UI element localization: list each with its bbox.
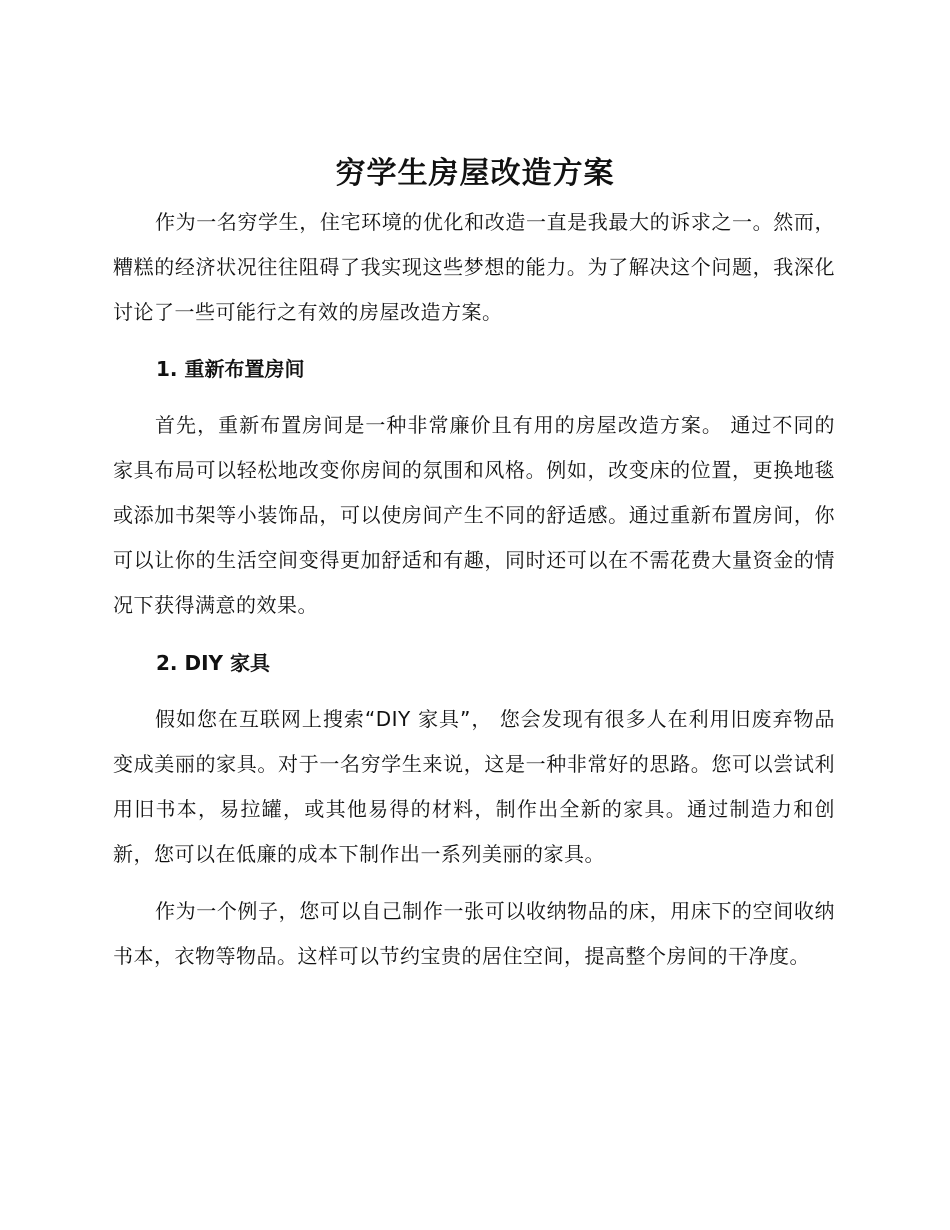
section-heading-diy-furniture: 2. DIY 家具	[156, 651, 270, 675]
section-paragraph-diy-furniture-2: 作为一个例子，您可以自己制作一张可以收纳物品的床，用床下的空间收纳书本，衣物等物品。这样可以节约宝贵的居住空间，提高整个房间的干净度。	[113, 899, 835, 968]
section-heading-rearrange-room: 1. 重新布置房间	[156, 357, 305, 381]
section-paragraph-diy-furniture-1: 假如您在互联网上搜索“DIY 家具”， 您会发现有很多人在利用旧废弃物品变成美丽的家具。对于一名穷学生来说，这是一种非常好的思路。您可以尝试利用旧书本，易拉罐，或其他易得的材料，制作出全新的家具。通过制造力和创新，您可以在低廉的成本下制作出一系列美丽的家具。	[113, 707, 835, 866]
section-paragraph-rearrange-room: 首先，重新布置房间是一种非常廉价且有用的房屋改造方案。 通过不同的家具布局可以轻松地改变你房间的氛围和风格。例如，改变床的位置，更换地毯或添加书架等小装饰品，可以使房间产生不同的舒适感。通过重新布置房间，你可以让你的生活空间变得更加舒适和有趣，同时还可以在不需花费大量资金的情况下获得满意的效果。	[113, 413, 835, 617]
document-title: 穷学生房屋改造方案	[335, 156, 615, 191]
intro-paragraph: 作为一名穷学生，住宅环境的优化和改造一直是我最大的诉求之一。然而，糟糕的经济状况往往阻碍了我实现这些梦想的能力。为了解决这个问题，我深化讨论了一些可能行之有效的房屋改造方案。	[113, 210, 835, 324]
